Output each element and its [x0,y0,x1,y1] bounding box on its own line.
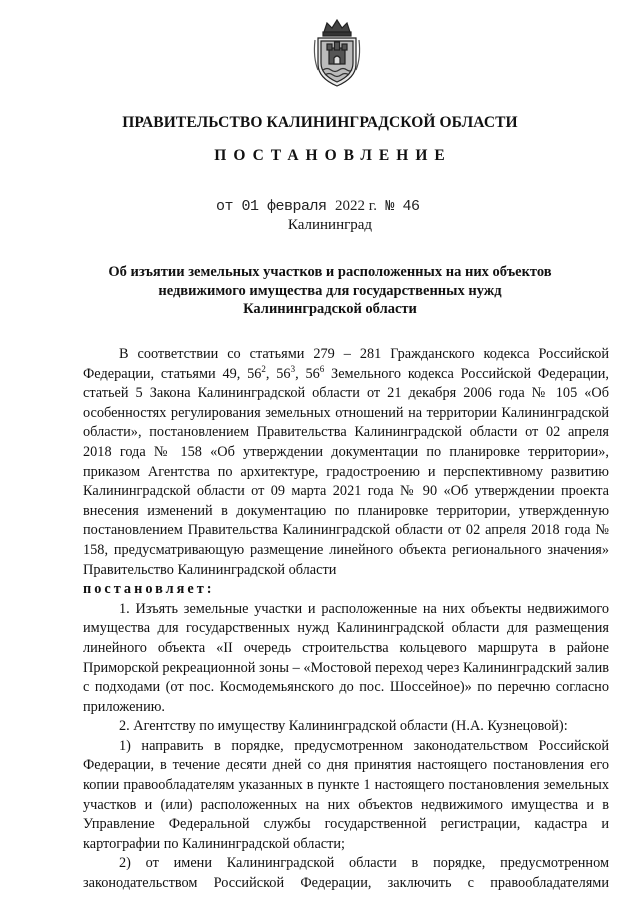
preamble-text-b: , 56 [265,365,291,382]
preamble-paragraph [83,345,609,580]
document-type: ПОСТАНОВЛЕНИЕ [214,147,452,164]
title-line-1: Об изъятии земельных участков и расположенных на них объектов [108,264,552,280]
document-number: № 46 [385,198,420,215]
superscript-6: 6 [319,363,325,374]
date-year: 2022 г. [335,198,378,214]
item-2: 2. Агентству по имуществу Калининградской области (Н.А. Кузнецовой): [119,718,568,735]
superscript-2: 2 [261,363,266,374]
coat-of-arms-emblem [312,18,362,90]
date-line [216,198,420,215]
preamble-text-a: В соответствии со статьями 279 – 281 Гражданского кодекса Российской Федерации, статьями 49, 56 [83,346,609,382]
preamble-text-d: Земельного кодекса Российской Федерации, статьей 5 Закона Калининградской области от 21 декабря 2006 года № 105 «Об особенностях регулирования земельных отношений на территории Калининградской области», постановлением Правительства Калининградской области от 02 апреля 2018 года № 158 «Об утверждении документации по планировке территории», приказом Агентства по архитектуре, градостроению и перспективному развитию Калининградской области от 09 марта 2021 года № 90 «Об утверждении проекта внесения изменений в документацию по планировке территории, утвержденную постановлением Правительства Калининградской области от 02 апреля 2018 года № 158, предусматривающую размещение линейного объекта регионального значения» Правительство Калининградской области [83,365,609,578]
preamble-text-c: , 56 [295,365,320,382]
document-body [83,345,609,894]
superscript-3: 3 [290,363,296,374]
document-title [100,263,560,319]
government-name: ПРАВИТЕЛЬСТВО КАЛИНИНГРАДСКОЙ ОБЛАСТИ [122,114,518,131]
item-1: 1. Изъять земельные участки и расположенные на них объекты недвижимого имущества для государственных нужд Калининградской области для размещения линейного объекта «II очередь строительства кольцевого маршрута в районе Приморской рекреационной зоны – «Мостовой переход через Калининградский залив с подходами (от пос. Космодемьянского до пос. Шоссейное)» по перечню согласно приложению. [83,600,609,715]
decides-line [83,580,609,600]
date-value: от 01 февраля [216,198,327,215]
decides-keyword: постановляет: [83,581,215,598]
item-2-1: 1) направить в порядке, предусмотренном законодательством Российской Федерации, в течение десяти дней со дня принятия настоящего постановления его копии правообладателям указанных в пункте 1 настоящего постановления земельных участков и (или) расположенных на них объектов недвижимого имущества и в Управление Федеральной службы государственной регистрации, кадастра и картографии по Калининградской области; [83,737,609,852]
title-line-3: Калининградской области [243,301,417,317]
item-2-2: 2) от имени Калининградской области в порядке, предусмотренном законодательством Российской Федерации, заключить с правообладателями [83,855,609,892]
city: Калининград [287,217,373,233]
title-line-2: недвижимого имущества для государственных нужд [158,282,502,299]
